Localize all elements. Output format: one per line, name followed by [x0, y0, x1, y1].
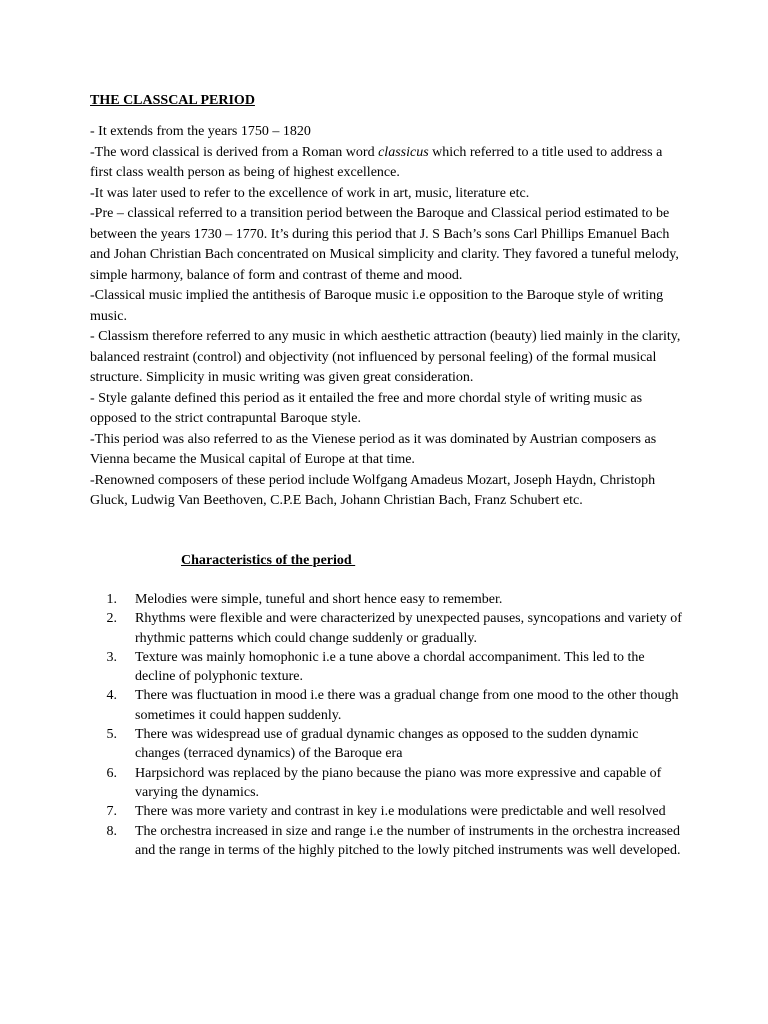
list-number: 6. [106, 765, 117, 781]
list-number: 7. [106, 804, 117, 820]
intro-paragraph-composers: -Renowned composers of these period include Wolfgang Amadeus Mozart, Joseph Haydn, Christoph Gluck, Ludwig Van Beethoven, C.P.E Bach, Johann Christian Bach, Franz Schubert etc. [90, 472, 656, 508]
list-item [90, 590, 682, 609]
intro-text: -The word classical is derived from a Roman word [90, 144, 379, 160]
list-text: There was more variety and contrast in key i.e modulations were predictable and well resolved [135, 804, 666, 820]
list-number: 1. [106, 592, 117, 607]
intro-paragraph-years: - It extends from the years 1750 – 1820 [90, 124, 311, 139]
intro-paragraph-excellence: -It was later used to refer to the excellence of work in art, music, literature etc. [90, 185, 530, 201]
list-text: Melodies were simple, tuneful and short hence easy to remember. [135, 592, 503, 607]
list-item [90, 648, 682, 687]
list-text: There was fluctuation in mood i.e there was a gradual change from one mood to the other though sometimes it could happen suddenly. [135, 688, 679, 723]
intro-paragraph-pre-classical: -Pre – classical referred to a transition period between the Baroque and Classical period estimated to be between the years 1730 – 1770. It’s during this period that J. S Bach’s sons Carl Phillips Emanuel Bach and Johan Christian Bach concentrated on Musical simplicity and clarity. They favored a tuneful melody, simple harmony, balance of form and contrast of theme and mood. [90, 206, 679, 283]
list-number: 8. [106, 823, 117, 839]
characteristics-heading: Characteristics of the period [181, 553, 356, 568]
list-item [90, 686, 682, 725]
intro-paragraph-antithesis: -Classical music implied the antithesis of Baroque music i.e opposition to the Baroque style of writing music. [90, 288, 664, 324]
list-number: 3. [106, 649, 117, 665]
intro-paragraph-style-galante: - Style galante defined this period as it entailed the free and more chordal style of writing music as opposed to the strict contrapuntal Baroque style. [90, 390, 643, 426]
characteristics-list [90, 590, 682, 860]
list-text: The orchestra increased in size and range i.e the number of instruments in the orchestra increased and the range in terms of the highly pitched to the lowly pitched instruments was well developed. [135, 823, 681, 858]
intro-paragraph-classism: - Classism therefore referred to any music in which aesthetic attraction (beauty) lied mainly in the clarity, balanced restraint (control) and objectivity (not influenced by personal feeling) of the formal musical structure. Simplicity in music writing was given great consideration. [90, 329, 681, 385]
italic-term: classicus [378, 144, 429, 160]
document-title: THE CLASSCAL PERIOD [90, 93, 255, 108]
list-number: 4. [106, 688, 117, 704]
intro-paragraph-viennese: -This period was also referred to as the Vienese period as it was dominated by Austrian composers as Vienna became the Musical capital of Europe at that time. [90, 431, 657, 467]
list-item [90, 725, 682, 764]
list-number: 2. [106, 611, 117, 627]
list-item [90, 609, 682, 648]
list-text: Texture was mainly homophonic i.e a tune above a chordal accompaniment. This led to the decline of polyphonic texture. [135, 649, 645, 685]
list-text: Harpsichord was replaced by the piano because the piano was more expressive and capable of varying the dynamics. [135, 765, 662, 800]
intro-paragraph-word-origin [90, 143, 682, 184]
list-text: There was widespread use of gradual dynamic changes as opposed to the sudden dynamic changes (terraced dynamics) of the Baroque era [135, 727, 639, 762]
list-item [90, 822, 682, 861]
list-item [90, 764, 682, 803]
list-number: 5. [106, 727, 117, 743]
intro-section [90, 122, 682, 512]
list-item [90, 802, 682, 821]
intro-text: which referred to a title used to address a first class wealth person as being of highest excellence. [90, 144, 663, 180]
list-text: Rhythms were flexible and were characterized by unexpected pauses, syncopations and variety of rhythmic patterns which could change suddenly or gradually. [135, 611, 682, 646]
